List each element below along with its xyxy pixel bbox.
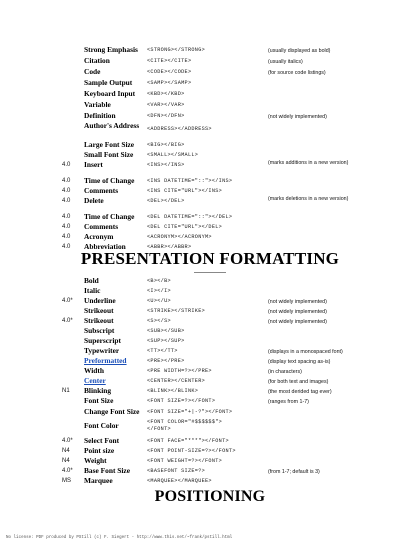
version-label: 4.0 [62, 178, 71, 184]
pdf-footer-notice: No license: PDF produced by PStill (c) F. Siegert - http://www.this.net/~frank/pstill.html [6, 536, 233, 540]
element-name: Font Size [84, 396, 114, 405]
element-name: Strikeout [84, 316, 114, 325]
tag-syntax: <CITE></CITE> [147, 58, 192, 64]
tag-syntax: <DFN></DFN> [147, 113, 185, 119]
version-label: 4.0* [62, 438, 73, 444]
tag-row [0, 121, 420, 141]
tag-syntax: <B></B> [147, 278, 171, 284]
tag-syntax: <DEL DATETIME="::"></DEL> [147, 214, 233, 220]
tag-syntax: <FONT FACE="***"></FONT> [147, 438, 229, 444]
center-link[interactable]: Center [84, 376, 106, 385]
tag-syntax: <U></U> [147, 298, 171, 304]
version-label: 4.0 [62, 188, 71, 194]
tag-syntax: <BIG></BIG> [147, 142, 185, 148]
element-name: Strong Emphasis [84, 45, 138, 54]
tag-syntax: <DEL></DEL> [147, 198, 185, 204]
tag-syntax: <ADDRESS></ADDRESS> [147, 126, 212, 132]
tag-note: (usually italics) [268, 59, 303, 65]
element-name: Subscript [84, 326, 115, 335]
tag-syntax: <STRIKE></STRIKE> [147, 308, 206, 314]
tag-note: (displays in a monospaced font) [268, 349, 343, 355]
element-name: Sample Output [84, 78, 133, 87]
element-name: Large Font Size [84, 140, 135, 149]
element-name: Marquee [84, 476, 113, 485]
version-label: N4 [62, 458, 70, 464]
tag-syntax: <INS DATETIME="::"></INS> [147, 178, 233, 184]
element-name: Code [84, 67, 101, 76]
tag-note: (not widely implemented) [268, 299, 327, 305]
version-label: 4.0 [62, 162, 71, 168]
element-name: Delete [84, 196, 104, 205]
tag-syntax: <SUP></SUP> [147, 338, 185, 344]
version-label: 4.0 [62, 224, 71, 230]
version-label: N1 [62, 388, 70, 394]
element-name: Superscript [84, 336, 121, 345]
section-heading-positioning: POSITIONING [154, 488, 266, 505]
element-name: Base Font Size [84, 466, 130, 475]
element-name: Author's Address [84, 121, 140, 130]
element-name: Insert [84, 160, 103, 169]
tag-syntax: <S></S> [147, 318, 171, 324]
tag-syntax: <MARQUEE></MARQUEE> [147, 478, 212, 484]
tag-syntax: <CENTER></CENTER> [147, 378, 206, 384]
tag-syntax: <PRE></PRE> [147, 358, 185, 364]
version-label: 4.0 [62, 244, 71, 250]
tag-syntax: <FONT SIZE="+|-?"></FONT> [147, 409, 233, 415]
element-name: Weight [84, 456, 107, 465]
element-name: Comments [84, 222, 119, 231]
tag-syntax: <BASEFONT SIZE=?> [147, 468, 206, 474]
version-label: 4.0* [62, 468, 73, 474]
tag-syntax: <PRE WIDTH=?></PRE> [147, 368, 212, 374]
tag-syntax: <VAR></VAR> [147, 102, 185, 108]
tag-syntax: <BLINK></BLINK> [147, 388, 199, 394]
tag-row [0, 157, 420, 177]
version-label: 4.0 [62, 214, 71, 220]
tag-syntax: <FONT POINT-SIZE=?></FONT> [147, 448, 236, 454]
version-label: N4 [62, 448, 70, 454]
tag-syntax: <INS CITE="URL"></INS> [147, 188, 223, 194]
tag-syntax: <DEL CITE="URL"></DEL> [147, 224, 223, 230]
element-name: Time of Change [84, 212, 135, 221]
element-name: Citation [84, 56, 110, 65]
section-divider [194, 272, 226, 273]
element-name: Font Color [84, 421, 119, 430]
element-name: Small Font Size [84, 150, 134, 159]
tag-note: (ranges from 1-7) [268, 399, 309, 405]
tag-note: (not widely implemented) [268, 114, 327, 120]
tag-note: (usually displayed as bold) [268, 48, 331, 54]
tag-syntax: <FONT WEIGHT=?></FONT> [147, 458, 223, 464]
tag-syntax: <ACRONYM></ACRONYM> [147, 234, 212, 240]
tag-note: (for both text and images) [268, 379, 329, 385]
tag-note: (not widely implemented) [268, 319, 327, 325]
tag-row [0, 193, 420, 213]
tag-syntax: <I></I> [147, 288, 171, 294]
element-name: Italic [84, 286, 101, 295]
element-name: Underline [84, 296, 116, 305]
tag-note: (not widely implemented) [268, 309, 327, 315]
element-name: Width [84, 366, 104, 375]
element-name: Abbreviation [84, 242, 126, 251]
tag-syntax: <ABBR></ABBR> [147, 244, 192, 250]
tag-note: (display text spacing as-is) [268, 359, 331, 365]
tag-note: (in characters) [268, 369, 302, 375]
element-name: Time of Change [84, 176, 135, 185]
version-label: 4.0* [62, 318, 73, 324]
tag-syntax: <FONT COLOR="#$$$$$$"></FONT> [147, 419, 223, 432]
tag-syntax: <TT></TT> [147, 348, 178, 354]
tag-note: (marks additions in a new version) [268, 160, 349, 166]
element-name: Change Font Size [84, 407, 140, 416]
element-name: Bold [84, 276, 99, 285]
element-name: Strikeout [84, 306, 114, 315]
tag-note: (marks deletions in a new version) [268, 196, 349, 202]
tag-row [0, 417, 420, 436]
element-name: Definition [84, 111, 116, 120]
tag-note: (for source code listings) [268, 70, 326, 76]
element-name: Point size [84, 446, 115, 455]
tag-syntax: <SAMP></SAMP> [147, 80, 192, 86]
element-name: Blinking [84, 386, 112, 395]
tag-syntax: <KBD></KBD> [147, 91, 185, 97]
tag-note: (from 1-7; default is 3) [268, 469, 320, 475]
tag-syntax: <SUB></SUB> [147, 328, 185, 334]
element-name: Acronym [84, 232, 114, 241]
version-label: 4.0* [62, 298, 73, 304]
element-name: Variable [84, 100, 111, 109]
tag-syntax: <STRONG></STRONG> [147, 47, 206, 53]
element-name: Typewriter [84, 346, 120, 355]
preformatted-link[interactable]: Preformatted [84, 356, 127, 365]
version-label: MS [62, 478, 71, 484]
tag-syntax: <FONT SIZE=?></FONT> [147, 398, 216, 404]
tag-syntax: <CODE></CODE> [147, 69, 192, 75]
tag-note: (the most derided tag ever) [268, 389, 332, 395]
section-heading-presentation: PRESENTATION FORMATTING [80, 249, 340, 268]
element-name: Comments [84, 186, 119, 195]
tag-syntax: <SMALL></SMALL> [147, 152, 199, 158]
element-name: Keyboard Input [84, 89, 136, 98]
version-label: 4.0 [62, 198, 71, 204]
version-label: 4.0 [62, 234, 71, 240]
element-name: Select Font [84, 436, 120, 445]
tag-syntax: <INS></INS> [147, 162, 185, 168]
